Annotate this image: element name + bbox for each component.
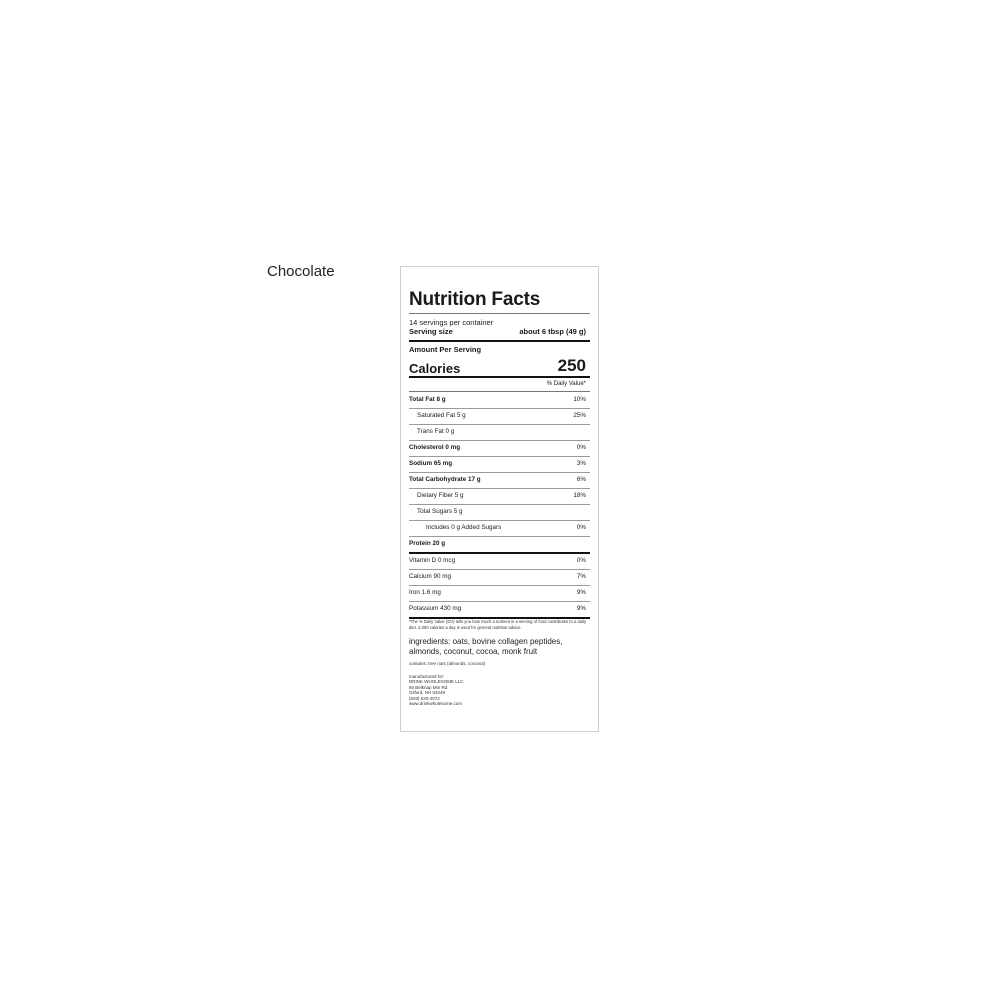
nutrient-name: Cholesterol 0 mg — [409, 444, 461, 451]
nutrient-row — [409, 553, 590, 570]
flavor-title: Chocolate — [267, 263, 335, 280]
nutrient-dv: 9% — [576, 605, 586, 612]
nutrient-row — [409, 536, 590, 554]
nutrient-dv: 9% — [576, 589, 586, 596]
manufacturer-info — [409, 674, 464, 706]
nutrient-name: Calcium 90 mg — [409, 573, 451, 580]
nutrient-dv: 0% — [576, 524, 586, 531]
calories-label: Calories — [409, 361, 461, 376]
nutrient-row — [409, 569, 590, 586]
nutrient-name: Potassium 430 mg — [409, 605, 462, 612]
nutrient-row — [409, 504, 590, 521]
nutrient-name: Trans Fat 0 g — [417, 428, 455, 435]
manufacturer-line: manufactured for: — [409, 674, 445, 679]
nutrient-name: Sodium 65 mg — [409, 460, 453, 467]
nutrient-name: Dietary Fiber 5 g — [417, 492, 464, 499]
serving-size-value: about 6 tbsp (49 g) — [519, 327, 586, 336]
divider-thick — [409, 376, 590, 378]
daily-value-footnote: *The % Daily Value (DV) tells you how much a nutrient in a serving of food contributes to a daily diet. 2,000 calories a day is used for general nutrition advice. — [409, 619, 587, 630]
nutrient-name: Saturated Fat 5 g — [417, 412, 466, 419]
nutrient-dv: 6% — [576, 476, 586, 483]
manufacturer-line: DRINK WHOLESOME LLC — [409, 679, 464, 685]
nutrient-name: Protein 20 g — [409, 540, 446, 547]
nutrient-row — [409, 585, 590, 602]
nutrition-facts-label — [400, 266, 599, 732]
nutrient-dv: 0% — [576, 557, 586, 564]
manufacturer-line: www.drinkwholesome.com — [409, 701, 463, 707]
nutrient-row — [409, 392, 590, 409]
amount-per-serving: Amount Per Serving — [409, 345, 482, 354]
nutrient-dv: 10% — [573, 396, 586, 403]
nutrient-dv: 25% — [573, 412, 586, 419]
nutrient-row — [409, 601, 590, 619]
nutrient-name: Includes 0 g Added Sugars — [426, 524, 502, 531]
divider-thick — [409, 340, 590, 342]
label-title: Nutrition Facts — [409, 289, 541, 310]
nutrient-row — [409, 488, 590, 505]
nutrient-name: Vitamin D 0 mcg — [409, 557, 456, 564]
manufacturer-line: (603) 520-4072 — [409, 695, 440, 701]
nutrient-name: Iron 1.6 mg — [409, 589, 441, 596]
servings-per-container: 14 servings per container — [409, 318, 494, 327]
nutrient-row — [409, 472, 590, 489]
nutrient-dv: 7% — [576, 573, 586, 580]
manufacturer-line: 50 Belknap Mtn Rd — [409, 684, 448, 690]
nutrient-dv: 3% — [576, 460, 586, 467]
nutrient-dv: 18% — [573, 492, 586, 499]
nutrient-row — [409, 456, 590, 473]
nutrient-dv: 0% — [576, 444, 586, 451]
serving-size-label: Serving size — [409, 327, 453, 336]
allergen-statement: contains: tree nuts (almonds, coconut) — [409, 661, 486, 666]
divider — [409, 313, 590, 314]
calories-value: 250 — [557, 356, 586, 375]
nutrient-name: Total Sugars 5 g — [417, 508, 463, 515]
ingredients-text: ingredients: oats, bovine collagen peptides, almonds, coconut, cocoa, monk fruit — [409, 637, 563, 656]
nutrient-name: Total Fat 8 g — [409, 396, 446, 403]
nutrient-row — [409, 408, 590, 425]
daily-value-header: % Daily Value* — [546, 381, 586, 387]
nutrient-row — [409, 424, 590, 441]
nutrient-name: Total Carbohydrate 17 g — [409, 476, 481, 483]
manufacturer-line: Gilford, NH 03249 — [409, 690, 446, 696]
nutrient-row — [409, 520, 590, 537]
nutrient-row — [409, 440, 590, 457]
